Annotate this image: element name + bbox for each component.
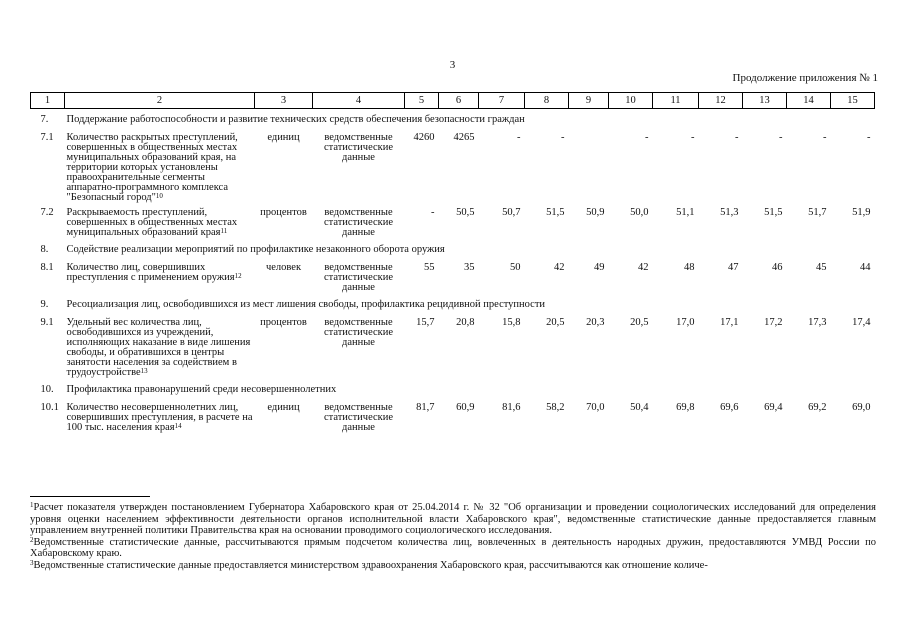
section-row bbox=[31, 109, 875, 130]
footnote-separator bbox=[30, 496, 150, 497]
value-cell: 69,0 bbox=[852, 402, 871, 413]
footnote-ref: 10 bbox=[155, 192, 163, 200]
indicator-name bbox=[65, 314, 255, 379]
value-cell: - bbox=[645, 132, 649, 143]
value-cell: 47 bbox=[728, 262, 739, 273]
indicator-name-text: Количество несовершеннолетних лиц, совершивших преступления, в расчете на 100 тыс. населения края bbox=[66, 402, 253, 433]
footnote-ref: 11 bbox=[220, 227, 228, 235]
header-cell: 2 bbox=[65, 93, 255, 109]
table-row bbox=[31, 204, 875, 239]
indicator-name bbox=[65, 204, 255, 239]
footnote bbox=[30, 560, 876, 572]
table-header-row bbox=[31, 93, 875, 109]
footnotes bbox=[30, 502, 876, 571]
value-cell: 51,7 bbox=[808, 207, 827, 218]
section-title: Содействие реализации мероприятий по профилактике незаконного оборота оружия bbox=[66, 244, 445, 255]
value-cell: 48 bbox=[684, 262, 695, 273]
value-cell: 70,0 bbox=[586, 402, 605, 413]
value-cell: 69,6 bbox=[720, 402, 739, 413]
section-number: 8. bbox=[40, 244, 49, 255]
value-cell: - bbox=[735, 132, 739, 143]
header-cell: 9 bbox=[569, 93, 609, 109]
value-cell: 46 bbox=[772, 262, 783, 273]
indicator-name-text: Раскрываемость преступлений, совершенных в общественных местах муниципальных образований края bbox=[66, 207, 238, 238]
footnote bbox=[30, 537, 876, 560]
value-cell: 4260 bbox=[413, 132, 435, 143]
value-cell: 51,5 bbox=[764, 207, 783, 218]
value-cell: 17,0 bbox=[676, 317, 695, 328]
indicator-name bbox=[65, 399, 255, 434]
value-cell: 51,3 bbox=[720, 207, 739, 218]
data-source: ведомственные статистические данные bbox=[323, 132, 394, 163]
indicator-name bbox=[65, 129, 255, 204]
value-cell: 69,4 bbox=[764, 402, 783, 413]
value-cell: - bbox=[517, 132, 521, 143]
value-cell: 60,9 bbox=[456, 402, 475, 413]
value-cell: 50,7 bbox=[502, 207, 521, 218]
table-row bbox=[31, 399, 875, 434]
value-cell bbox=[569, 129, 609, 204]
header-cell: 6 bbox=[439, 93, 479, 109]
header-cell: 1 bbox=[31, 93, 65, 109]
indicator-name-text: Количество раскрытых преступлений, совершенных в общественных местах муниципальных образований края, на территории которых установлены правоохранительные сегменты аппаратно-программного комплекса "Безопасный город" bbox=[66, 132, 238, 203]
value-cell: 69,2 bbox=[808, 402, 827, 413]
value-cell: 15,7 bbox=[416, 317, 435, 328]
table-row bbox=[31, 259, 875, 294]
row-number: 7.1 bbox=[40, 132, 54, 143]
value-cell: 20,5 bbox=[546, 317, 565, 328]
table-row bbox=[31, 314, 875, 379]
row-number: 8.1 bbox=[40, 262, 54, 273]
footnote-text: Расчет показателя утвержден постановлением Губернатора Хабаровского края от 25.04.2014 г. № 32 "Об организации и проведении социологических исследований для определения уровня оценки населением эффективности деятельности органов исполнительной власти Хабаровского края", ведомственные статистические данные предоставляется главным управлением внутренней политики Правительства края на основании проводимого социологического исследования. bbox=[30, 502, 876, 536]
unit: единиц bbox=[267, 132, 300, 143]
unit: процентов bbox=[260, 207, 307, 218]
value-cell: 44 bbox=[860, 262, 871, 273]
table-row bbox=[31, 129, 875, 204]
value-cell: 15,8 bbox=[502, 317, 521, 328]
value-cell: 51,1 bbox=[676, 207, 695, 218]
page-number: 3 bbox=[449, 59, 456, 71]
indicator-name-text: Количество лиц, совершивших преступления с применением оружия bbox=[66, 262, 235, 283]
value-cell: - bbox=[867, 132, 871, 143]
footnote-ref: 13 bbox=[140, 367, 148, 375]
value-cell: 17,2 bbox=[764, 317, 783, 328]
value-cell: 42 bbox=[554, 262, 565, 273]
unit: процентов bbox=[260, 317, 307, 328]
header-cell: 13 bbox=[743, 93, 787, 109]
section-title: Профилактика правонарушений среди несовершеннолетних bbox=[66, 384, 337, 395]
row-number: 10.1 bbox=[40, 402, 59, 413]
value-cell: 81,6 bbox=[502, 402, 521, 413]
data-source: ведомственные статистические данные bbox=[323, 402, 394, 433]
section-row bbox=[31, 294, 875, 314]
footnote-number: 3 bbox=[30, 558, 34, 567]
section-number: 7. bbox=[40, 114, 49, 125]
value-cell: 69,8 bbox=[676, 402, 695, 413]
value-cell: 20,8 bbox=[456, 317, 475, 328]
value-cell: 50,5 bbox=[456, 207, 475, 218]
value-cell: 50,9 bbox=[586, 207, 605, 218]
header-cell: 15 bbox=[831, 93, 875, 109]
unit: единиц bbox=[267, 402, 300, 413]
section-title: Поддержание работоспособности и развитие технических средств обеспечения безопасности граждан bbox=[66, 114, 525, 125]
value-cell: 20,5 bbox=[630, 317, 649, 328]
value-cell: 51,5 bbox=[546, 207, 565, 218]
value-cell: 35 bbox=[464, 262, 475, 273]
footnote-number: 1 bbox=[30, 501, 34, 509]
header-cell: 12 bbox=[699, 93, 743, 109]
value-cell: 42 bbox=[638, 262, 649, 273]
value-cell: - bbox=[561, 132, 565, 143]
footnote-text: Ведомственные статистические данные, рассчитываются прямым подсчетом количества лиц, вовлеченных в деятельность народных дружин, предоставляются УМВД России по Хабаровскому краю. bbox=[30, 536, 876, 559]
indicator-name bbox=[65, 259, 255, 294]
section-number: 9. bbox=[40, 299, 49, 310]
value-cell: 20,3 bbox=[586, 317, 605, 328]
section-row bbox=[31, 379, 875, 399]
value-cell: 17,4 bbox=[852, 317, 871, 328]
footnote-ref: 14 bbox=[174, 422, 182, 430]
header-cell: 7 bbox=[479, 93, 525, 109]
value-cell: - bbox=[691, 132, 695, 143]
row-number: 9.1 bbox=[40, 317, 54, 328]
section-title: Ресоциализация лиц, освободившихся из мест лишения свободы, профилактика рецидивной преступности bbox=[66, 299, 546, 310]
footnote-text: Ведомственные статистические данные предоставляется министерством здравоохранения Хабаровского края, рассчитываются как отношение количе- bbox=[33, 559, 708, 571]
value-cell: 50 bbox=[510, 262, 521, 273]
unit: человек bbox=[265, 262, 302, 273]
footnote bbox=[30, 502, 876, 537]
indicator-name-text: Удельный вес количества лиц, освободившихся из учреждений, исполняющих наказание в виде лишения свободы, и обратившихся в центры занятости населения за содействием в трудоустройстве bbox=[66, 317, 251, 378]
value-cell: 17,1 bbox=[720, 317, 739, 328]
indicators-table bbox=[30, 92, 875, 434]
footnote-ref: 12 bbox=[234, 272, 242, 280]
header-cell: 10 bbox=[609, 93, 653, 109]
value-cell: 55 bbox=[424, 262, 435, 273]
footnote-number: 2 bbox=[30, 535, 34, 544]
data-source: ведомственные статистические данные bbox=[323, 207, 394, 238]
value-cell: 51,9 bbox=[852, 207, 871, 218]
section-number: 10. bbox=[40, 384, 54, 395]
value-cell: 45 bbox=[816, 262, 827, 273]
value-cell: 4265 bbox=[453, 132, 475, 143]
value-cell: 58,2 bbox=[546, 402, 565, 413]
value-cell: 49 bbox=[594, 262, 605, 273]
header-cell: 11 bbox=[653, 93, 699, 109]
value-cell: 50,4 bbox=[630, 402, 649, 413]
value-cell: 17,3 bbox=[808, 317, 827, 328]
continuation-label: Продолжение приложения № 1 bbox=[732, 72, 878, 84]
row-number: 7.2 bbox=[40, 207, 54, 218]
header-cell: 5 bbox=[405, 93, 439, 109]
header-cell: 4 bbox=[313, 93, 405, 109]
header-cell: 14 bbox=[787, 93, 831, 109]
value-cell: 50,0 bbox=[630, 207, 649, 218]
value-cell: 81,7 bbox=[416, 402, 435, 413]
value-cell: - bbox=[823, 132, 827, 143]
section-row bbox=[31, 239, 875, 259]
data-source: ведомственные статистические данные bbox=[323, 262, 394, 293]
header-cell: 8 bbox=[525, 93, 569, 109]
value-cell: - bbox=[779, 132, 783, 143]
data-source: ведомственные статистические данные bbox=[323, 317, 394, 348]
header-cell: 3 bbox=[255, 93, 313, 109]
value-cell: - bbox=[431, 207, 435, 218]
